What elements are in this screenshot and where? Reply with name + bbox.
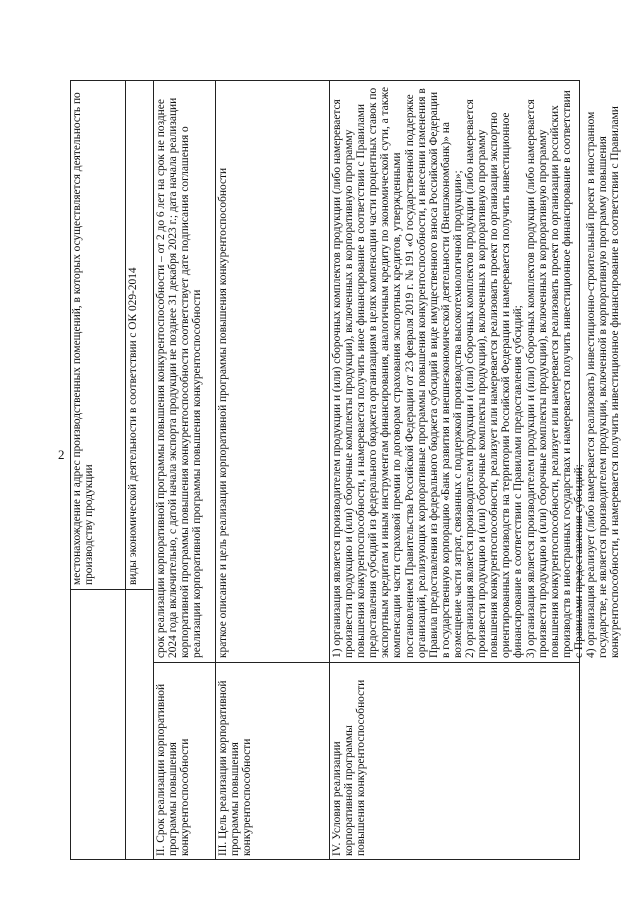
table-row-section-4 [330,80,622,860]
section-3-value: краткое описание и цель реализации корпоративной программы повышения конкурентоспособности [217,167,229,658]
condition-item-3: 3) организация является производителем продукции и (или) сборочных комплектов продукции (либо намеревается произвести продукцию и (или) сборочные комплекты продукции), включенных в корпоративную программу повышения конкурентоспособности, реализует или намеревается реализовать проект по организации российских производств в иностранных государствах и намеревается получить инвестиционное финансирование в соответствии с Правилами предоставления субсидий; [524,90,585,658]
section-4-label: IV. Условия реализации корпоративной программы повышения конкурентоспособности [330,662,580,860]
table-cell-premises: местонахождение и адрес производственных помещений, в которых осуществляется деятельность по производству продукции [70,80,125,590]
section-2-value: срок реализации корпоративной программы повышения конкурентоспособности – от 2 до 6 лет на срок не позднее 2024 года включительно, с датой начала экспорта продукции не позднее 31 декабря 2023 г.; дата начала реализации корпоративной программы повышения конкурентоспособности соответствует дате подписания соглашения о реализации корпоративной программы повышения конкурентоспособности [155,97,204,658]
section-2-label: II. Срок реализации корпоративной программы повышения конкурентоспособности [154,662,215,860]
condition-item-4: 4) организация реализует (либо намеревается реализовать) инвестиционно-строительный проект в иностранном государстве, не является производителем продукции, включенной в корпоративную программу повышения конкурентоспособности, и намеревается получить инвестиционное финансирование в соответствии с Правилами [584,106,622,658]
condition-item-1: 1) организация является производителем продукции и (или) сборочных комплектов продукции (либо намеревается произвести продукцию и (или) сборочные комплекты продукции), включенных в корпоративную программу повышения конкурентоспособности, и намеревается получить иное финансирование в соответствии с Правилами предоставления субсидий из федерального бюджета организациям в целях компенсации части процентных ставок по экспортным кредитам и иным инструментам финансирования, аналогичным кредиту по экономической сути, а также компенсации части страховой премии по договорам страхования экспортных кредитов, утвержденными постановлением Правительства Российской Федерации от 23 февраля 2019 г. № 191 «О государственной поддержке организаций, реализующих корпоративные программы повышения конкурентоспособности, и внесении изменения в Правила предоставления из федерального бюджета субсидий в виде имущественного взноса Российской Федерации в государственную корпорацию «Банк развития и внешнеэкономической деятельности (Внешэкономбанк)» на возмещение части затрат, связанных с поддержкой производства высокотехнологичной продукции»; [331,86,464,658]
page-number: 2 [58,447,65,462]
table-row-section-3 [216,80,330,860]
section-4-value [330,80,622,662]
section-3-label: III. Цель реализации корпоративной программы повышения конкурентоспособности [216,662,329,860]
rotated-page-content [70,80,622,860]
table-row-section-2 [154,80,216,860]
table-row [126,80,154,860]
table-cell-okved: виды экономической деятельности в соответствии с ОК 029-2014 [126,80,153,590]
condition-item-2: 2) организация является производителем продукции и (или) сборочных комплектов продукции (либо намеревается произвести продукцию и (или) сборочные комплекты продукции), включенных в корпоративную программу повышения конкурентоспособности, реализует или намеревается реализовать проект по организации экспортно ориентированных производств на территории Российской Федерации и намеревается получить инвестиционное финансирование в соответствии с Правилами предоставления субсидий; [464,99,525,658]
table-row [70,80,126,860]
